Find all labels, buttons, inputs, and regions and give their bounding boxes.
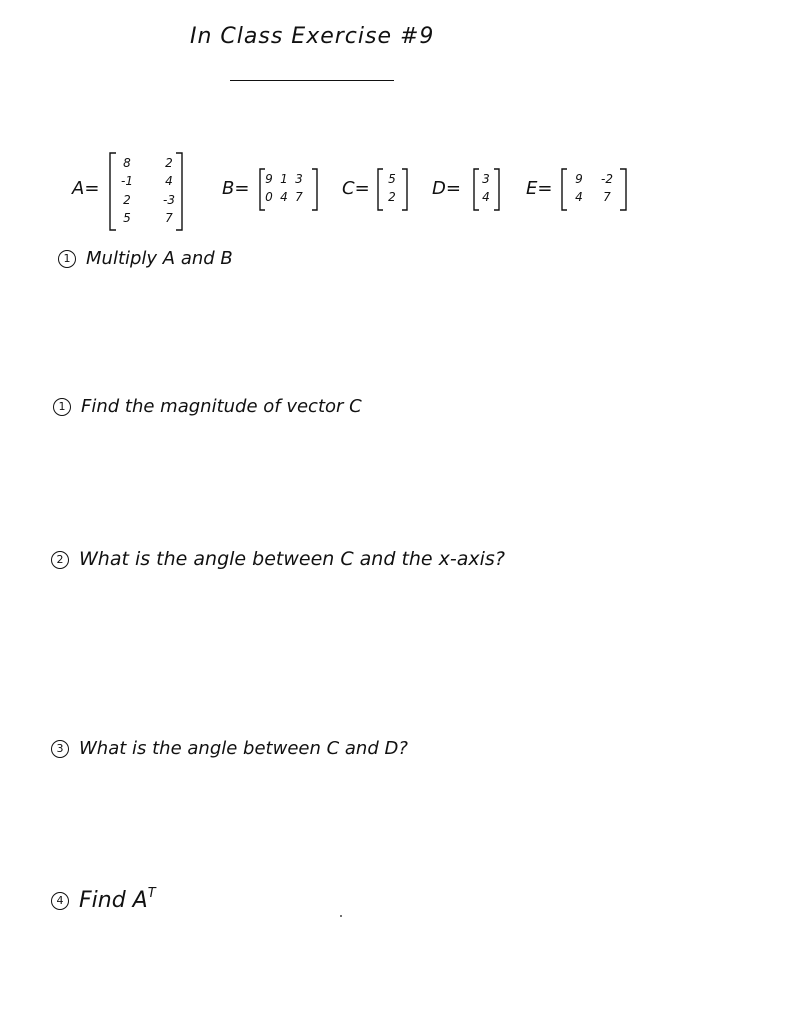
page-title: In Class Exercise #9 [190, 24, 435, 49]
matrix-e-cell: 9 [575, 172, 583, 186]
matrix-d-cell: 3 [482, 172, 490, 186]
question-angle-c-d [51, 738, 408, 759]
matrix-b-cell: 7 [295, 190, 303, 204]
question-number: 3 [51, 740, 69, 758]
question-number: 1 [58, 250, 76, 268]
question-angle-x-axis [51, 548, 505, 570]
question-text: What is the angle between C and D? [79, 738, 408, 759]
matrix-d-cell: 4 [482, 190, 490, 204]
matrix-e-cell: 4 [575, 190, 583, 204]
question-text: What is the angle between C and the x-axis? [79, 548, 505, 570]
matrix-e-cell: -2 [601, 172, 613, 186]
matrix-a-label: A= [72, 178, 100, 199]
matrix-a-cell: -1 [121, 174, 133, 188]
matrix-a-cell: 2 [165, 156, 173, 170]
matrix-e-label: E= [526, 178, 553, 199]
matrix-a-cell: 4 [165, 174, 173, 188]
matrix-b-label: B= [222, 178, 250, 199]
matrix-a-cell: -3 [163, 193, 175, 207]
matrix-c-cell: 2 [388, 190, 396, 204]
matrix-a-cell: 2 [123, 193, 131, 207]
question-transpose [51, 888, 156, 913]
title-underline [230, 80, 394, 81]
question-number: 2 [51, 551, 69, 569]
stray-mark [340, 915, 342, 917]
matrix-b-cell: 4 [280, 190, 288, 204]
question-magnitude [53, 396, 362, 417]
question-text: Multiply A and B [86, 248, 233, 269]
question-text: Find A [79, 888, 148, 913]
matrix-b-cell: 0 [265, 190, 273, 204]
question-multiply [58, 248, 233, 269]
matrix-b-cell: 1 [280, 172, 288, 186]
question-number: 4 [51, 892, 69, 910]
matrix-c-cell: 5 [388, 172, 396, 186]
matrix-b-cell: 9 [265, 172, 273, 186]
matrix-b-cell: 3 [295, 172, 303, 186]
matrix-a-cell: 8 [123, 156, 131, 170]
matrix-a-cell: 5 [123, 211, 131, 225]
matrix-d-label: D= [432, 178, 461, 199]
matrix-c-label: C= [342, 178, 370, 199]
matrix-e-cell: 7 [603, 190, 611, 204]
question-number: 1 [53, 398, 71, 416]
transpose-superscript: T [147, 886, 156, 901]
question-text: Find the magnitude of vector C [81, 396, 362, 417]
matrix-a-cell: 7 [165, 211, 173, 225]
